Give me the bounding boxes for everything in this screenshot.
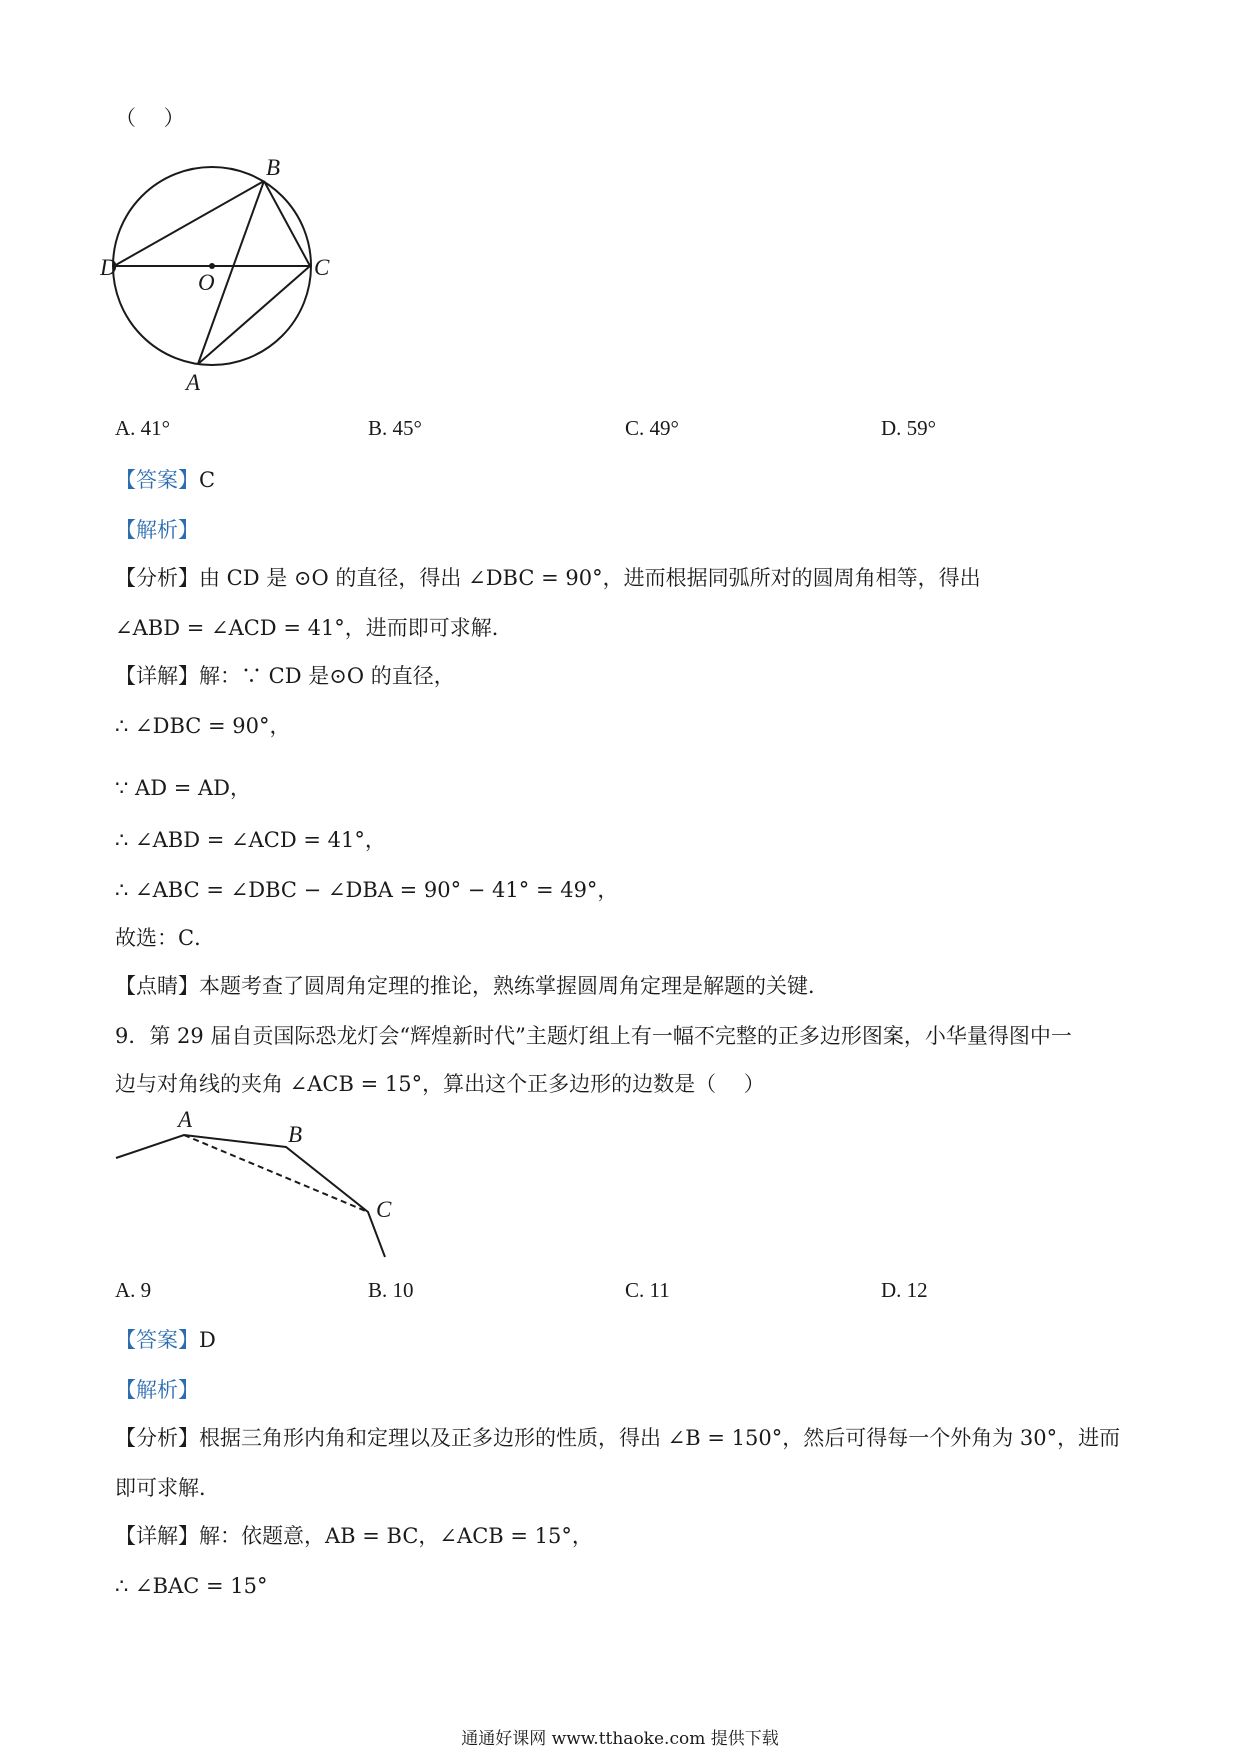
- q8-option-c: C. 49°: [625, 416, 679, 440]
- q8-label-a: A: [186, 370, 201, 395]
- q9-jiexi-heading: 【解析】: [115, 1378, 199, 1402]
- q9-detail-line-2: ∴ ∠BAC = 15°: [115, 1574, 268, 1598]
- q8-comment: 【点睛】本题考查了圆周角定理的推论，熟练掌握圆周角定理是解题的关键．: [115, 974, 829, 998]
- q8-label-b: B: [266, 155, 281, 180]
- q8-detail-line-5: ∴ ∠ABC = ∠DBC − ∠DBA = 90° − 41° = 49°，: [115, 878, 619, 902]
- q8-jiexi-heading: 【解析】: [115, 518, 199, 542]
- q8-answer: 【答案】C: [115, 468, 216, 492]
- q9-answer: 【答案】D: [115, 1328, 216, 1352]
- q8-circle-figure: [100, 150, 360, 400]
- q8-option-a: A. 41°: [115, 416, 171, 440]
- q8-analysis-line-2: ∠ABD = ∠ACD = 41°，进而即可求解．: [115, 616, 513, 640]
- q8-detail-line-2: ∴ ∠DBC = 90°，: [115, 714, 291, 738]
- q8-option-b: B. 45°: [368, 416, 422, 440]
- q9-detail-line-1: 【详解】解：依题意，AB = BC，∠ACB = 15°，: [115, 1524, 593, 1548]
- q9-stem-line-1: 9．第 29 届自贡国际恐龙灯会“辉煌新时代”主题灯组上有一幅不完整的正多边形图案，小华量得图中一: [115, 1024, 1072, 1048]
- q9-option-c: C. 11: [625, 1278, 670, 1302]
- q9-label-b: B: [288, 1122, 303, 1147]
- q9-label-a: A: [178, 1107, 193, 1132]
- q8-detail-line-3: ∵ AD = AD，: [115, 776, 251, 800]
- q8-label-d: D: [100, 255, 117, 280]
- q9-option-b: B. 10: [368, 1278, 414, 1302]
- q9-polygon-figure: [110, 1105, 430, 1265]
- q9-stem-line-2: 边与对角线的夹角 ∠ACB = 15°，算出这个正多边形的边数是（ ）: [115, 1072, 765, 1096]
- q8-paren: （ ）: [115, 106, 185, 130]
- q8-detail-line-1: 【详解】解：∵ CD 是⊙O 的直径，: [115, 664, 455, 688]
- q9-analysis-line-2: 即可求解．: [115, 1476, 220, 1500]
- q8-label-o: O: [198, 270, 215, 295]
- q9-analysis-line-1: 【分析】根据三角形内角和定理以及正多边形的性质，得出 ∠B = 150°，然后可得每一个外角为 30°，进而: [115, 1426, 1121, 1450]
- page-footer: 通通好课网 www.tthaoke.com 提供下载: [461, 1729, 779, 1749]
- q8-analysis-line-1: 【分析】由 CD 是 ⊙O 的直径，得出 ∠DBC = 90°，进而根据同弧所对的圆周角相等，得出: [115, 566, 981, 590]
- q9-option-d: D. 12: [881, 1278, 928, 1302]
- q9-option-a: A. 9: [115, 1278, 152, 1302]
- q8-detail-line-6: 故选：C．: [115, 926, 216, 950]
- q8-detail-line-4: ∴ ∠ABD = ∠ACD = 41°，: [115, 828, 386, 852]
- q9-label-c: C: [376, 1197, 392, 1222]
- q8-label-c: C: [314, 255, 330, 280]
- q8-option-d: D. 59°: [881, 416, 937, 440]
